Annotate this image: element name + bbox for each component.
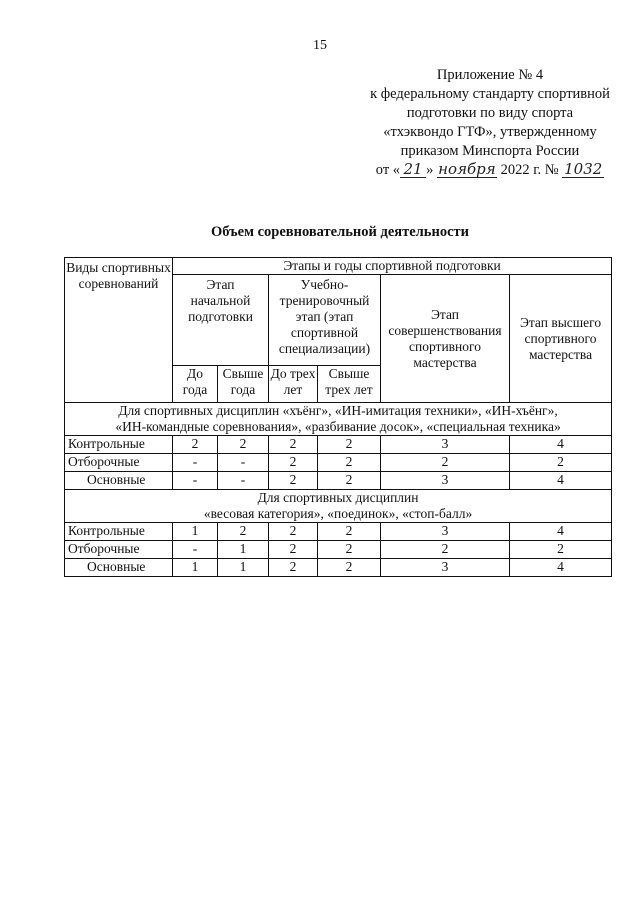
table-cell: 2 [218,436,269,454]
section-2-line-1: Для спортивных дисциплин [257,490,419,505]
header-stages: Этапы и годы спортивной подготовки [173,258,612,275]
table-cell: 3 [381,472,510,490]
subheader-up-to-year: До года [173,366,218,403]
table-cell: 1 [218,559,269,577]
table-cell: 1 [218,541,269,559]
appendix-date-line [340,161,640,180]
table-cell: 2 [269,454,318,472]
date-month-handwritten: ноября [438,160,496,178]
section-2-header [65,490,612,523]
table-row [65,559,612,577]
table-cell: 4 [510,472,612,490]
table-cell: 2 [318,472,381,490]
table-cell: 2 [381,541,510,559]
table-cell: - [218,472,269,490]
row-label: Контрольные [65,436,173,454]
header-stage-improvement: Этап совершенствования спортивного мастерства [381,275,510,403]
row-label: Основные [65,472,173,490]
table-cell: 3 [381,436,510,454]
table-cell: 2 [269,541,318,559]
table-cell: - [173,472,218,490]
date-prefix: от « [375,162,401,178]
date-mid: » [426,162,434,178]
table-cell: 2 [269,472,318,490]
appendix-line-3: подготовки по виду спорта [406,105,574,121]
appendix-line-1: Приложение № 4 [436,67,544,83]
table-cell: 2 [318,523,381,541]
header-stage-initial: Этап начальной подготовки [173,275,269,366]
table-row [65,472,612,490]
appendix-block [340,66,640,180]
table-cell: 4 [510,436,612,454]
table-cell: 1 [173,559,218,577]
section-1-line-2: «ИН-командные соревнования», «разбивание досок», «специальная техника» [115,419,561,434]
table-cell: 3 [381,523,510,541]
table-cell: 2 [218,523,269,541]
header-competition-types: Виды спортивных соревнований [65,258,173,403]
table-cell: - [173,541,218,559]
table-cell: 2 [510,541,612,559]
date-year: 2022 г. № [500,162,559,178]
table-row [65,523,612,541]
table-row [65,541,612,559]
date-day-handwritten: 21 [400,162,426,178]
section-2-line-2: «весовая категория», «поединок», «стоп-балл» [203,506,473,521]
order-number-handwritten: 1032 [564,160,603,178]
table-cell: 2 [381,454,510,472]
header-stage-training: Учебно-тренировочный этап (этап спортивной специализации) [269,275,381,366]
subheader-over-three-years: Свыше трех лет [318,366,381,403]
table-cell: 2 [318,541,381,559]
table-row [65,454,612,472]
row-label: Основные [65,559,173,577]
subheader-over-year: Свыше года [218,366,269,403]
table-cell: 2 [173,436,218,454]
table-cell: 4 [510,523,612,541]
section-1-header [65,403,612,436]
table-cell: 1 [173,523,218,541]
competition-volume-table [64,257,612,577]
table-cell: - [173,454,218,472]
section-1-line-1: Для спортивных дисциплин «хъёнг», «ИН-имитация техники», «ИН-хъёнг», [118,403,558,418]
table-row [65,436,612,454]
table-cell: 2 [318,436,381,454]
document-title: Объем соревновательной деятельности [211,224,469,240]
table-cell: 2 [269,436,318,454]
table-cell: 2 [318,454,381,472]
appendix-line-4: «тхэквондо ГТФ», утвержденному [383,124,597,140]
table-cell: - [218,454,269,472]
header-stage-higher: Этап высшего спортивного мастерства [510,275,612,403]
table-cell: 4 [510,559,612,577]
row-label: Контрольные [65,523,173,541]
page-number: 15 [313,38,327,53]
subheader-up-to-three-years: До трех лет [269,366,318,403]
table-cell: 2 [269,559,318,577]
table-cell: 2 [510,454,612,472]
table-cell: 2 [318,559,381,577]
row-label: Отборочные [65,454,173,472]
row-label: Отборочные [65,541,173,559]
table-cell: 2 [269,523,318,541]
appendix-line-5: приказом Минспорта России [400,143,580,159]
table-cell: 3 [381,559,510,577]
appendix-line-2: к федеральному стандарту спортивной [370,86,610,102]
